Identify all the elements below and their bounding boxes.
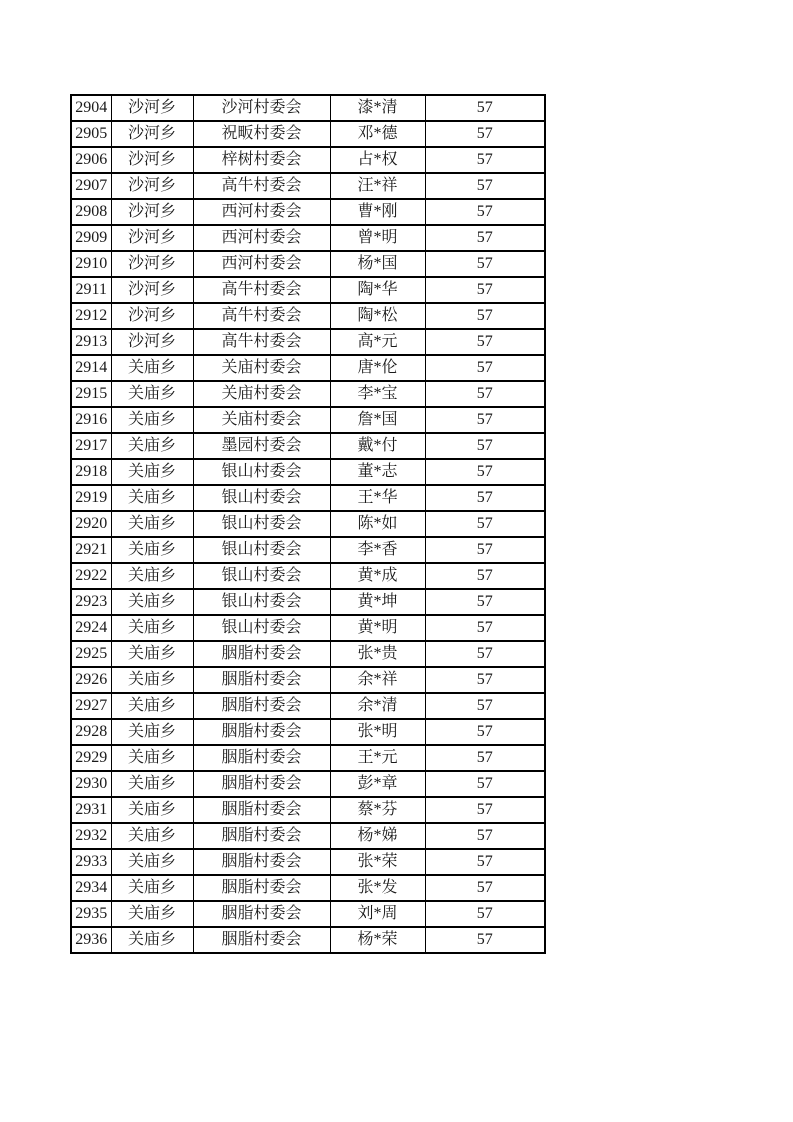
- table-row: [71, 927, 545, 953]
- cell-value: 57: [425, 849, 545, 875]
- table-row: [71, 537, 545, 563]
- cell-village: 银山村委会: [193, 589, 330, 615]
- table-row: [71, 615, 545, 641]
- cell-village: 胭脂村委会: [193, 875, 330, 901]
- cell-township: 沙河乡: [111, 199, 193, 225]
- cell-village: 胭脂村委会: [193, 719, 330, 745]
- table-row: [71, 251, 545, 277]
- cell-name: 余*清: [330, 693, 425, 719]
- cell-id: 2935: [71, 901, 111, 927]
- cell-id: 2914: [71, 355, 111, 381]
- cell-village: 梓树村委会: [193, 147, 330, 173]
- cell-id: 2915: [71, 381, 111, 407]
- cell-name: 李*宝: [330, 381, 425, 407]
- cell-village: 关庙村委会: [193, 381, 330, 407]
- table-row: [71, 199, 545, 225]
- cell-id: 2917: [71, 433, 111, 459]
- table-row: [71, 329, 545, 355]
- cell-id: 2921: [71, 537, 111, 563]
- cell-value: 57: [425, 641, 545, 667]
- cell-township: 沙河乡: [111, 329, 193, 355]
- cell-village: 银山村委会: [193, 511, 330, 537]
- cell-name: 杨*荣: [330, 927, 425, 953]
- cell-name: 黄*坤: [330, 589, 425, 615]
- table-row: [71, 849, 545, 875]
- cell-township: 关庙乡: [111, 641, 193, 667]
- cell-township: 关庙乡: [111, 719, 193, 745]
- cell-id: 2925: [71, 641, 111, 667]
- cell-value: 57: [425, 615, 545, 641]
- cell-id: 2934: [71, 875, 111, 901]
- cell-value: 57: [425, 875, 545, 901]
- cell-id: 2918: [71, 459, 111, 485]
- table-row: [71, 173, 545, 199]
- cell-id: 2911: [71, 277, 111, 303]
- cell-village: 银山村委会: [193, 485, 330, 511]
- cell-id: 2904: [71, 95, 111, 121]
- cell-township: 沙河乡: [111, 95, 193, 121]
- cell-name: 刘*周: [330, 901, 425, 927]
- cell-name: 高*元: [330, 329, 425, 355]
- cell-id: 2932: [71, 823, 111, 849]
- cell-name: 杨*娣: [330, 823, 425, 849]
- cell-value: 57: [425, 251, 545, 277]
- table-row: [71, 511, 545, 537]
- cell-village: 银山村委会: [193, 537, 330, 563]
- cell-id: 2916: [71, 407, 111, 433]
- cell-id: 2906: [71, 147, 111, 173]
- cell-township: 关庙乡: [111, 563, 193, 589]
- cell-township: 关庙乡: [111, 615, 193, 641]
- cell-name: 王*华: [330, 485, 425, 511]
- cell-id: 2930: [71, 771, 111, 797]
- table-sheet: [70, 94, 546, 954]
- cell-name: 杨*国: [330, 251, 425, 277]
- cell-id: 2919: [71, 485, 111, 511]
- table-row: [71, 121, 545, 147]
- cell-township: 沙河乡: [111, 121, 193, 147]
- table-row: [71, 901, 545, 927]
- cell-id: 2933: [71, 849, 111, 875]
- cell-value: 57: [425, 277, 545, 303]
- cell-value: 57: [425, 589, 545, 615]
- cell-value: 57: [425, 719, 545, 745]
- cell-name: 陶*松: [330, 303, 425, 329]
- cell-name: 黄*成: [330, 563, 425, 589]
- cell-township: 关庙乡: [111, 511, 193, 537]
- cell-value: 57: [425, 121, 545, 147]
- cell-name: 张*明: [330, 719, 425, 745]
- table-row: [71, 563, 545, 589]
- table-row: [71, 407, 545, 433]
- cell-name: 张*发: [330, 875, 425, 901]
- table-row: [71, 641, 545, 667]
- cell-township: 关庙乡: [111, 355, 193, 381]
- cell-village: 祝畈村委会: [193, 121, 330, 147]
- table-row: [71, 459, 545, 485]
- cell-name: 黄*明: [330, 615, 425, 641]
- cell-value: 57: [425, 95, 545, 121]
- cell-id: 2905: [71, 121, 111, 147]
- cell-id: 2936: [71, 927, 111, 953]
- cell-village: 西河村委会: [193, 199, 330, 225]
- cell-id: 2927: [71, 693, 111, 719]
- cell-name: 张*贵: [330, 641, 425, 667]
- table-row: [71, 147, 545, 173]
- cell-village: 胭脂村委会: [193, 693, 330, 719]
- table-row: [71, 277, 545, 303]
- cell-name: 唐*伦: [330, 355, 425, 381]
- cell-name: 张*荣: [330, 849, 425, 875]
- cell-value: 57: [425, 199, 545, 225]
- cell-township: 关庙乡: [111, 797, 193, 823]
- cell-id: 2909: [71, 225, 111, 251]
- table-row: [71, 303, 545, 329]
- cell-village: 关庙村委会: [193, 355, 330, 381]
- cell-name: 曹*刚: [330, 199, 425, 225]
- cell-township: 沙河乡: [111, 303, 193, 329]
- cell-village: 关庙村委会: [193, 407, 330, 433]
- cell-village: 胭脂村委会: [193, 667, 330, 693]
- cell-name: 占*权: [330, 147, 425, 173]
- cell-name: 汪*祥: [330, 173, 425, 199]
- cell-value: 57: [425, 745, 545, 771]
- cell-village: 高牛村委会: [193, 329, 330, 355]
- cell-value: 57: [425, 407, 545, 433]
- table-row: [71, 745, 545, 771]
- table-row: [71, 823, 545, 849]
- cell-id: 2920: [71, 511, 111, 537]
- table-row: [71, 589, 545, 615]
- cell-township: 关庙乡: [111, 849, 193, 875]
- cell-township: 沙河乡: [111, 173, 193, 199]
- table-row: [71, 693, 545, 719]
- cell-name: 陶*华: [330, 277, 425, 303]
- cell-township: 沙河乡: [111, 251, 193, 277]
- cell-village: 胭脂村委会: [193, 901, 330, 927]
- cell-name: 彭*章: [330, 771, 425, 797]
- cell-value: 57: [425, 667, 545, 693]
- cell-value: 57: [425, 147, 545, 173]
- cell-village: 胭脂村委会: [193, 823, 330, 849]
- cell-value: 57: [425, 433, 545, 459]
- cell-id: 2929: [71, 745, 111, 771]
- table-row: [71, 433, 545, 459]
- cell-name: 邓*德: [330, 121, 425, 147]
- cell-name: 李*香: [330, 537, 425, 563]
- table-row: [71, 719, 545, 745]
- cell-id: 2924: [71, 615, 111, 641]
- cell-id: 2910: [71, 251, 111, 277]
- cell-township: 沙河乡: [111, 225, 193, 251]
- table-row: [71, 95, 545, 121]
- cell-village: 沙河村委会: [193, 95, 330, 121]
- cell-id: 2928: [71, 719, 111, 745]
- cell-value: 57: [425, 537, 545, 563]
- cell-village: 高牛村委会: [193, 173, 330, 199]
- table-row: [71, 381, 545, 407]
- table-row: [71, 225, 545, 251]
- cell-township: 关庙乡: [111, 589, 193, 615]
- cell-village: 胭脂村委会: [193, 797, 330, 823]
- cell-value: 57: [425, 563, 545, 589]
- cell-value: 57: [425, 797, 545, 823]
- cell-id: 2922: [71, 563, 111, 589]
- cell-name: 漆*清: [330, 95, 425, 121]
- cell-village: 胭脂村委会: [193, 745, 330, 771]
- cell-village: 胭脂村委会: [193, 849, 330, 875]
- cell-township: 关庙乡: [111, 875, 193, 901]
- cell-village: 墨园村委会: [193, 433, 330, 459]
- cell-value: 57: [425, 355, 545, 381]
- cell-village: 高牛村委会: [193, 277, 330, 303]
- cell-township: 关庙乡: [111, 771, 193, 797]
- table-row: [71, 667, 545, 693]
- cell-township: 沙河乡: [111, 147, 193, 173]
- cell-value: 57: [425, 303, 545, 329]
- table-row: [71, 875, 545, 901]
- records-table-body: [71, 95, 545, 953]
- cell-township: 关庙乡: [111, 667, 193, 693]
- cell-township: 关庙乡: [111, 927, 193, 953]
- cell-village: 银山村委会: [193, 615, 330, 641]
- cell-township: 关庙乡: [111, 745, 193, 771]
- cell-name: 陈*如: [330, 511, 425, 537]
- cell-township: 关庙乡: [111, 537, 193, 563]
- cell-value: 57: [425, 459, 545, 485]
- cell-village: 胭脂村委会: [193, 771, 330, 797]
- cell-township: 关庙乡: [111, 381, 193, 407]
- cell-value: 57: [425, 381, 545, 407]
- cell-township: 关庙乡: [111, 459, 193, 485]
- cell-village: 胭脂村委会: [193, 641, 330, 667]
- cell-village: 高牛村委会: [193, 303, 330, 329]
- cell-id: 2913: [71, 329, 111, 355]
- cell-value: 57: [425, 927, 545, 953]
- cell-value: 57: [425, 225, 545, 251]
- cell-township: 关庙乡: [111, 407, 193, 433]
- cell-township: 关庙乡: [111, 823, 193, 849]
- cell-value: 57: [425, 693, 545, 719]
- table-row: [71, 355, 545, 381]
- cell-name: 蔡*芬: [330, 797, 425, 823]
- cell-village: 西河村委会: [193, 225, 330, 251]
- cell-village: 西河村委会: [193, 251, 330, 277]
- cell-value: 57: [425, 173, 545, 199]
- cell-village: 胭脂村委会: [193, 927, 330, 953]
- cell-name: 余*祥: [330, 667, 425, 693]
- cell-village: 银山村委会: [193, 459, 330, 485]
- cell-value: 57: [425, 901, 545, 927]
- cell-value: 57: [425, 485, 545, 511]
- cell-township: 关庙乡: [111, 901, 193, 927]
- cell-value: 57: [425, 511, 545, 537]
- cell-id: 2912: [71, 303, 111, 329]
- cell-id: 2931: [71, 797, 111, 823]
- cell-township: 沙河乡: [111, 277, 193, 303]
- cell-value: 57: [425, 329, 545, 355]
- cell-name: 詹*国: [330, 407, 425, 433]
- cell-name: 戴*付: [330, 433, 425, 459]
- cell-value: 57: [425, 771, 545, 797]
- table-row: [71, 797, 545, 823]
- cell-name: 曾*明: [330, 225, 425, 251]
- cell-name: 董*志: [330, 459, 425, 485]
- cell-township: 关庙乡: [111, 485, 193, 511]
- cell-id: 2908: [71, 199, 111, 225]
- cell-township: 关庙乡: [111, 433, 193, 459]
- cell-name: 王*元: [330, 745, 425, 771]
- cell-township: 关庙乡: [111, 693, 193, 719]
- table-row: [71, 771, 545, 797]
- records-table: [70, 94, 546, 954]
- cell-id: 2923: [71, 589, 111, 615]
- cell-id: 2926: [71, 667, 111, 693]
- cell-village: 银山村委会: [193, 563, 330, 589]
- cell-id: 2907: [71, 173, 111, 199]
- cell-value: 57: [425, 823, 545, 849]
- table-row: [71, 485, 545, 511]
